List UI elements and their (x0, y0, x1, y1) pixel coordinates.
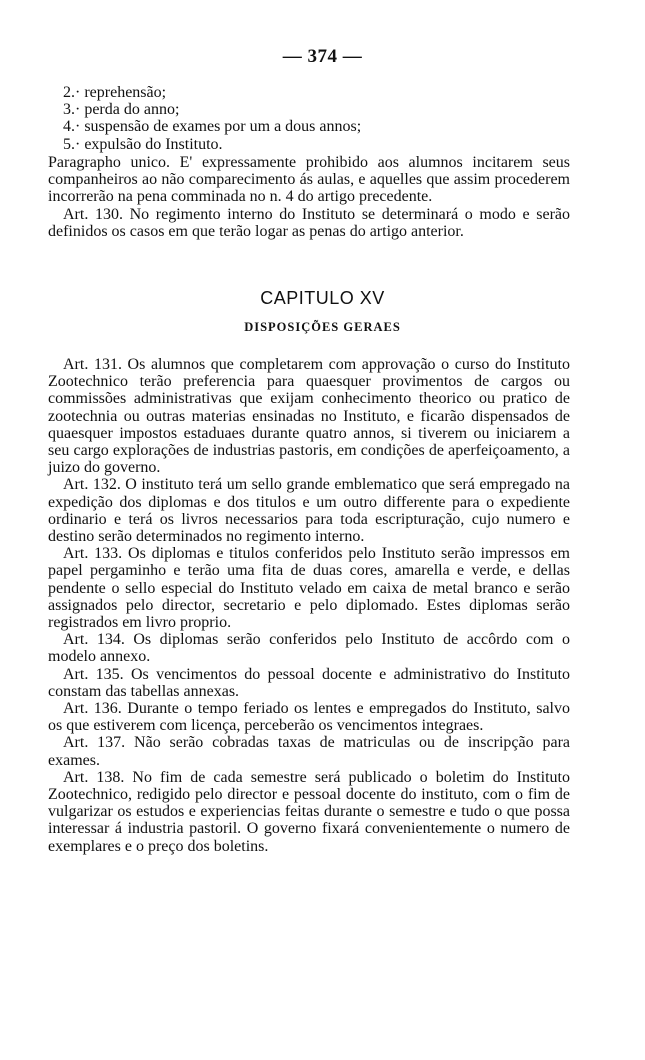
paragraph-unico: Paragrapho unico. E' expressamente prohibido aos alumnos incitarem seus companheiros ao não comparecimento ás aulas, e aquelles que assim procederem incorrerão na pena comminada no n. 4 do artigo precedente. (48, 154, 570, 206)
paragraph-art-133: Art. 133. Os diplomas e titulos conferidos pelo Instituto serão impressos em papel pergaminho e terão uma fita de duas cores, amarella e verde, e dellas pendente o sello especial do Instituto velado em caixa de metal branco e serão assignados pelo director, secretario e pelo diplomado. Estes diplomas serão registrados em livro proprio. (48, 545, 570, 632)
paragraph-art-137: Art. 137. Não serão cobradas taxas de matriculas ou de inscripção para exames. (48, 734, 570, 769)
paragraph-art-132: Art. 132. O instituto terá um sello grande emblematico que será empregado na expedição dos diplomas e dos titulos e um outro differente para o expediente ordinario e terá os livros necessarios para toda escripturação, cujo numero e destino serão determinados no regimento interno. (48, 476, 570, 546)
paragraph-art-138: Art. 138. No fim de cada semestre será publicado o boletim do Instituto Zootechnico, redigido pelo director e pessoal docente do instituto, com o fim de vulgarizar os estudos e experiencias feitas durante o semestre e tudo o que possa interessar á industria pastoril. O governo fixará convenientemente o numero de exemplares e o preço dos boletins. (48, 768, 570, 855)
paragraph-art-130: Art. 130. No regimento interno do Instituto se determinará o modo e serão definidos os casos em que terão logar as penas do artigo anterior. (48, 205, 570, 240)
paragraph-art-136: Art. 136. Durante o tempo feriado os lentes e empregados do Instituto, salvo os que estiverem com licença, perceberão os vencimentos integraes. (48, 700, 570, 735)
page-number: — 374 — (282, 46, 363, 67)
list-item: 5.· expulsão do Instituto. (63, 135, 223, 153)
penalty-list (48, 84, 570, 153)
chapter-title: CAPITULO XV (260, 288, 385, 308)
paragraph-art-135: Art. 135. Os vencimentos do pessoal docente e administrativo do Instituto constam das tabellas annexas. (48, 665, 570, 700)
paragraph-art-131: Art. 131. Os alumnos que completarem com approvação o curso do Instituto Zootechnico terão preferencia para quaesquer provimentos de cargos ou commissões administrativas que exijam conhecimento theorico ou pratico de zootechnia ou outras materias ensinadas no Instituto, e ficarão dispensados de quaesquer impostos estaduaes durante quatro annos, si tiverem ou iniciarem a seu cargo explorações de industrias pastoris, em condições de aperfeiçoamento, a juizo do governo. (48, 356, 570, 477)
list-item: 4.· suspensão de exames por um a dous annos; (63, 118, 362, 136)
top-paragraphs (48, 154, 570, 240)
bottom-paragraphs (48, 356, 570, 855)
section-title: DISPOSIÇÕES GERAES (244, 320, 401, 334)
list-item: 3.· perda do anno; (63, 101, 180, 119)
paragraph-art-134: Art. 134. Os diplomas serão conferidos pelo Instituto de accôrdo com o modelo annexo. (48, 631, 570, 666)
list-item: 2.· reprehensão; (63, 84, 167, 101)
